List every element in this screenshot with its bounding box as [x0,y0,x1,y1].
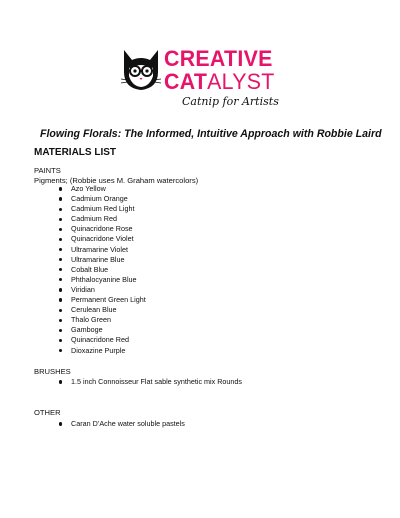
list-item: Permanent Green Light [58,295,146,305]
list-item: Gamboge [58,325,146,335]
list-item: Cadmium Orange [58,194,146,204]
logo-wordmark-cat: CAT [164,69,208,94]
list-item: Ultramarine Blue [58,255,146,265]
list-item: Viridian [58,285,146,295]
list-item: Cerulean Blue [58,305,146,315]
list-item: Thalo Green [58,315,146,325]
list-item: 1.5 inch Connoisseur Flat sable synthetic mix Rounds [58,377,242,387]
list-item: Azo Yellow [58,184,146,194]
brushes-heading: BRUSHES [34,367,71,376]
creative-catalyst-logo [120,44,290,112]
logo-wordmark-line2 [164,71,275,93]
list-item: Phthalocyanine Blue [58,275,146,285]
logo-wordmark-line1: CREATIVE [164,46,273,71]
list-item: Quinacridone Red [58,335,146,345]
logo-wordmark-alyst: ALYST [207,69,275,94]
list-item: Cadmium Red Light [58,204,146,214]
materials-list-heading: MATERIALS LIST [34,147,117,158]
list-item: Caran D’Ache water soluble pastels [58,419,185,429]
list-item: Ultramarine Violet [58,245,146,255]
list-item: Cobalt Blue [58,265,146,275]
other-list [58,419,185,429]
list-item: Cadmium Red [58,214,146,224]
cat-glasses-icon [120,46,162,94]
paints-heading: PAINTS [34,166,61,175]
paints-note: Pigments; (Robbie uses M. Graham watercolors) [34,176,199,185]
logo-tagline: Catnip for Artists [182,95,279,108]
brushes-list [58,377,242,387]
list-item: Quinacridone Rose [58,224,146,234]
list-item: Dioxazine Purple [58,346,146,356]
document-title: Flowing Florals: The Informed, Intuitive Approach with Robbie Laird [40,128,382,140]
paints-list [58,184,146,356]
other-heading: OTHER [34,408,61,417]
list-item: Quinacridone Violet [58,234,146,244]
